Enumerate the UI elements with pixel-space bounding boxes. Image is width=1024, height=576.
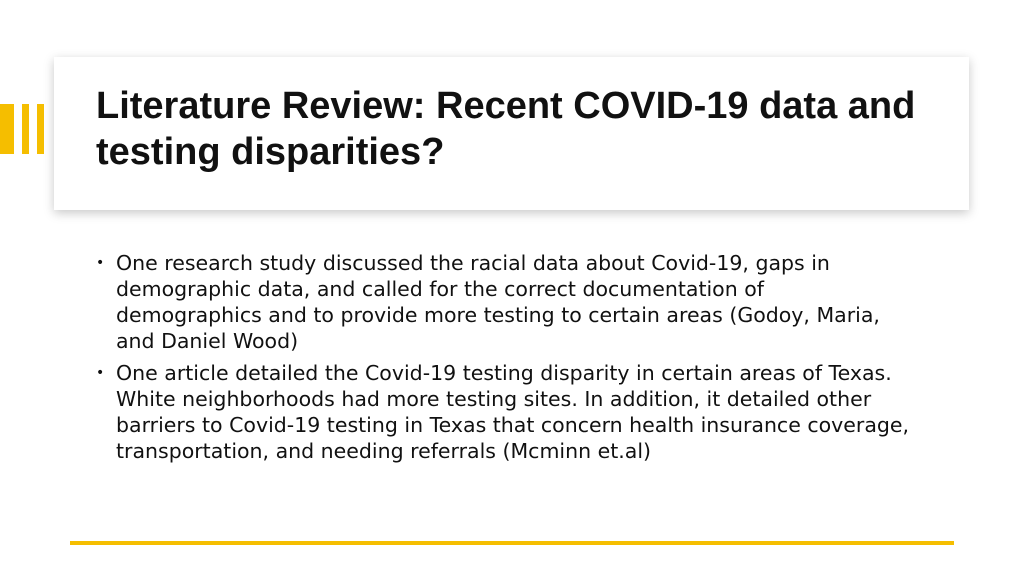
accent-bar bbox=[37, 104, 44, 154]
bullet-marker: • bbox=[96, 255, 105, 271]
list-item bbox=[96, 360, 916, 464]
title-box bbox=[54, 57, 969, 210]
bullet-text: One research study discussed the racial data about Covid-19, gaps in demographic data, and called for the correct documentation of demographics and to provide more testing to certain areas (Godoy, Maria, and Daniel Wood) bbox=[116, 251, 880, 353]
bullet-text: One article detailed the Covid-19 testing disparity in certain areas of Texas. White neighborhoods had more testing sites. In addition, it detailed other barriers to Covid-19 testing in Texas that concern health insurance coverage, transportation, and needing referrals (Mcminn et.al) bbox=[116, 361, 910, 463]
bullet-marker: • bbox=[96, 365, 105, 381]
bullet-list bbox=[96, 250, 916, 470]
slide-title: Literature Review: Recent COVID-19 data and testing disparities? bbox=[96, 85, 916, 173]
list-item bbox=[96, 250, 916, 354]
accent-bar bbox=[22, 104, 29, 154]
accent-bar bbox=[0, 104, 14, 154]
bottom-divider bbox=[70, 541, 954, 545]
